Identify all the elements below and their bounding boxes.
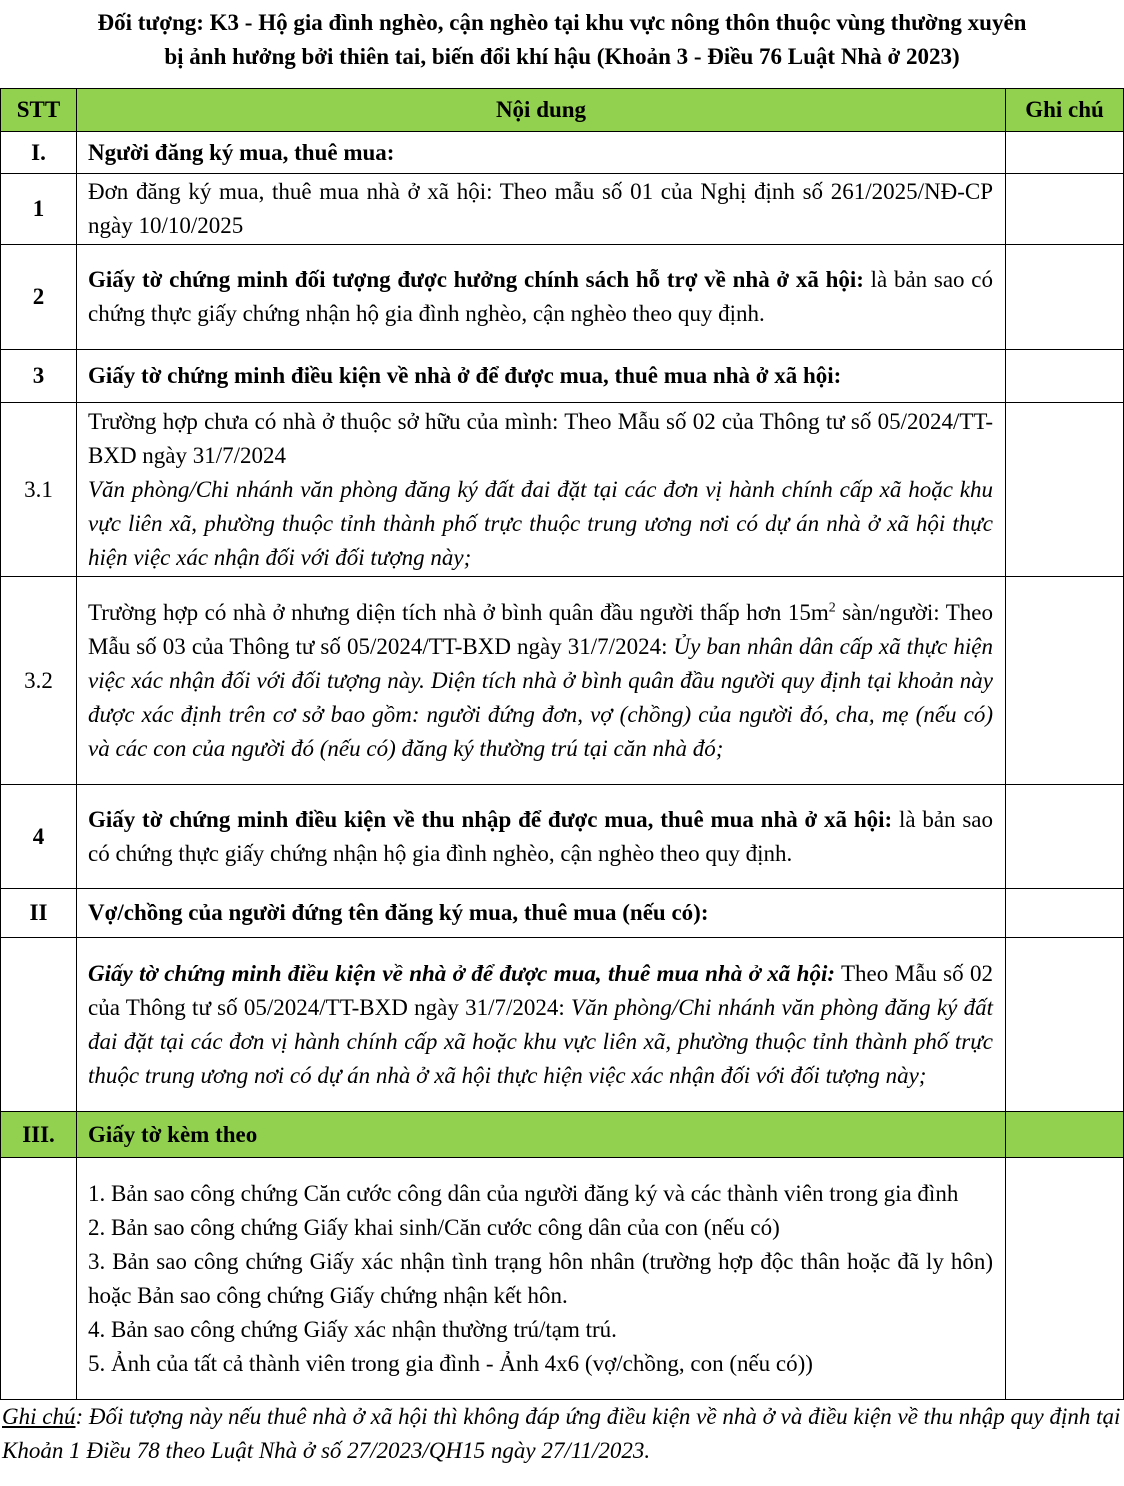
row-note: [1006, 132, 1124, 174]
table-row: [1, 577, 1124, 785]
row-content: Giấy tờ kèm theo: [77, 1112, 1006, 1158]
row-content: Đơn đăng ký mua, thuê mua nhà ở xã hội: Theo mẫu số 01 của Nghị định số 261/2025/NĐ-CP ngày 10/10/2025: [77, 174, 1006, 245]
attachments-list: [77, 1158, 1006, 1400]
row-note: [1006, 174, 1124, 245]
row-note: [1006, 1112, 1124, 1158]
row-bold-text: Giấy tờ chứng minh điều kiện về thu nhập để được mua, thuê mua nhà ở xã hội:: [88, 806, 893, 832]
table-row: [1, 132, 1124, 174]
table-header-row: [1, 89, 1124, 132]
superscript: 2: [828, 599, 836, 615]
row-italic-text: Văn phòng/Chi nhánh văn phòng đăng ký đất đai đặt tại các đơn vị hành chính cấp xã hoặc khu vực liên xã, phường thuộc tỉnh thành phố trực thuộc trung ương nơi có dự án nhà ở xã hội thực hiện việc xác nhận đối với đối tượng này;: [88, 994, 993, 1088]
table-row: [1, 889, 1124, 938]
row-note: [1006, 785, 1124, 889]
row-content: Vợ/chồng của người đứng tên đăng ký mua, thuê mua (nếu có):: [77, 889, 1006, 938]
title-line-2: bị ảnh hưởng bởi thiên tai, biến đổi khí hậu (Khoản 3 - Điều 76 Luật Nhà ở 2023): [164, 44, 960, 69]
title-line-1: Đối tượng: K3 - Hộ gia đình nghèo, cận nghèo tại khu vực nông thôn thuộc vùng thường xuyên: [97, 10, 1027, 35]
row-text: là bản sao có chứng thực giấy chứng nhận hộ gia đình nghèo, cận nghèo theo quy định.: [88, 267, 993, 326]
row-bold-text: Giấy tờ chứng minh đối tượng được hưởng chính sách hỗ trợ về nhà ở xã hội:: [88, 267, 864, 292]
header-content: Nội dung: [77, 89, 1006, 132]
row-note: [1006, 350, 1124, 403]
list-item: 4. Bản sao công chứng Giấy xác nhận thường trú/tạm trú.: [88, 1316, 617, 1342]
row-stt: II: [1, 889, 77, 938]
row-stt: 3.2: [1, 577, 77, 785]
row-stt: [1, 1158, 77, 1400]
header-note: Ghi chú: [1006, 89, 1124, 132]
row-note: [1006, 577, 1124, 785]
table-row: [1, 785, 1124, 889]
row-note: [1006, 889, 1124, 938]
table-row: [1, 1158, 1124, 1400]
row-content: Giấy tờ chứng minh điều kiện về nhà ở để được mua, thuê mua nhà ở xã hội:: [77, 350, 1006, 403]
row-stt: [1, 938, 77, 1112]
list-item: 5. Ảnh của tất cả thành viên trong gia đình - Ảnh 4x6 (vợ/chồng, con (nếu có)): [88, 1350, 813, 1376]
row-stt: 3: [1, 350, 77, 403]
footnote: [2, 1400, 1124, 1468]
row-text: Trường hợp có nhà ở nhưng diện tích nhà ở bình quân đầu người thấp hơn 15m: [88, 599, 829, 625]
row-stt: 3.1: [1, 403, 77, 577]
row-content: [77, 577, 1006, 785]
list-item: 1. Bản sao công chứng Căn cước công dân của người đăng ký và các thành viên trong gia đình: [88, 1180, 959, 1206]
row-note: [1006, 1158, 1124, 1400]
row-bold-italic-text: Giấy tờ chứng minh điều kiện về nhà ở để được mua, thuê mua nhà ở xã hội:: [88, 960, 836, 986]
row-content: [77, 785, 1006, 889]
row-text: Theo Mẫu số 02 của Thông tư số 05/2024/TT-BXD ngày 31/7/2024:: [88, 960, 993, 1020]
row-stt: 1: [1, 174, 77, 245]
row-text-2: sàn/người: Theo Mẫu số 03 của Thông tư số 05/2024/TT-BXD ngày 31/7/2024:: [88, 599, 993, 659]
table-row: [1, 350, 1124, 403]
header-stt: STT: [1, 89, 77, 132]
row-italic-text: Văn phòng/Chi nhánh văn phòng đăng ký đất đai đặt tại các đơn vị hành chính cấp xã hoặc khu vực liên xã, phường thuộc tỉnh thành phố trực thuộc trung ương nơi có dự án nhà ở xã hội thực hiện việc xác nhận đối với đối tượng này;: [88, 476, 993, 570]
footnote-label: Ghi chú: [2, 1404, 76, 1429]
page-title: [0, 6, 1124, 74]
table-row: [1, 403, 1124, 577]
row-note: [1006, 245, 1124, 350]
row-text: Trường hợp chưa có nhà ở thuộc sở hữu của mình: Theo Mẫu số 02 của Thông tư số 05/2024/TT-BXD ngày 31/7/2024: [88, 408, 993, 468]
row-content: [77, 938, 1006, 1112]
row-content: Người đăng ký mua, thuê mua:: [77, 132, 1006, 174]
table-row: [1, 938, 1124, 1112]
row-stt: I.: [1, 132, 77, 174]
row-stt: 2: [1, 245, 77, 350]
row-note: [1006, 938, 1124, 1112]
table-row: [1, 174, 1124, 245]
list-item: 2. Bản sao công chứng Giấy khai sinh/Căn cước công dân của con (nếu có): [88, 1214, 780, 1240]
list-item: 3. Bản sao công chứng Giấy xác nhận tình trạng hôn nhân (trường hợp độc thân hoặc đã ly hôn) hoặc Bản sao công chứng Giấy chứng nhận kết hôn.: [88, 1248, 993, 1308]
row-text: là bản sao có chứng thực giấy chứng nhận hộ gia đình nghèo, cận nghèo theo quy định.: [88, 806, 993, 866]
row-stt: III.: [1, 1112, 77, 1158]
row-content: [77, 403, 1006, 577]
document-table: [0, 88, 1124, 1400]
row-stt: 4: [1, 785, 77, 889]
row-note: [1006, 403, 1124, 577]
row-content: [77, 245, 1006, 350]
table-row-section-iii: [1, 1112, 1124, 1158]
footnote-text: : Đối tượng này nếu thuê nhà ở xã hội thì không đáp ứng điều kiện về nhà ở và điều kiện về thu nhập quy định tại Khoản 1 Điều 78 theo Luật Nhà ở số 27/2023/QH15 ngày 27/11/2023.: [2, 1404, 1121, 1463]
row-italic-text: Ủy ban nhân dân cấp xã thực hiện việc xác nhận đối với đối tượng này. Diện tích nhà ở bình quân đầu người quy định tại khoản này được xác định trên cơ sở bao gồm: người đứng đơn, vợ (chồng) của người đó, cha, mẹ (nếu có) và các con của người đó (nếu có) đăng ký thường trú tại căn nhà đó;: [88, 633, 993, 761]
table-row: [1, 245, 1124, 350]
